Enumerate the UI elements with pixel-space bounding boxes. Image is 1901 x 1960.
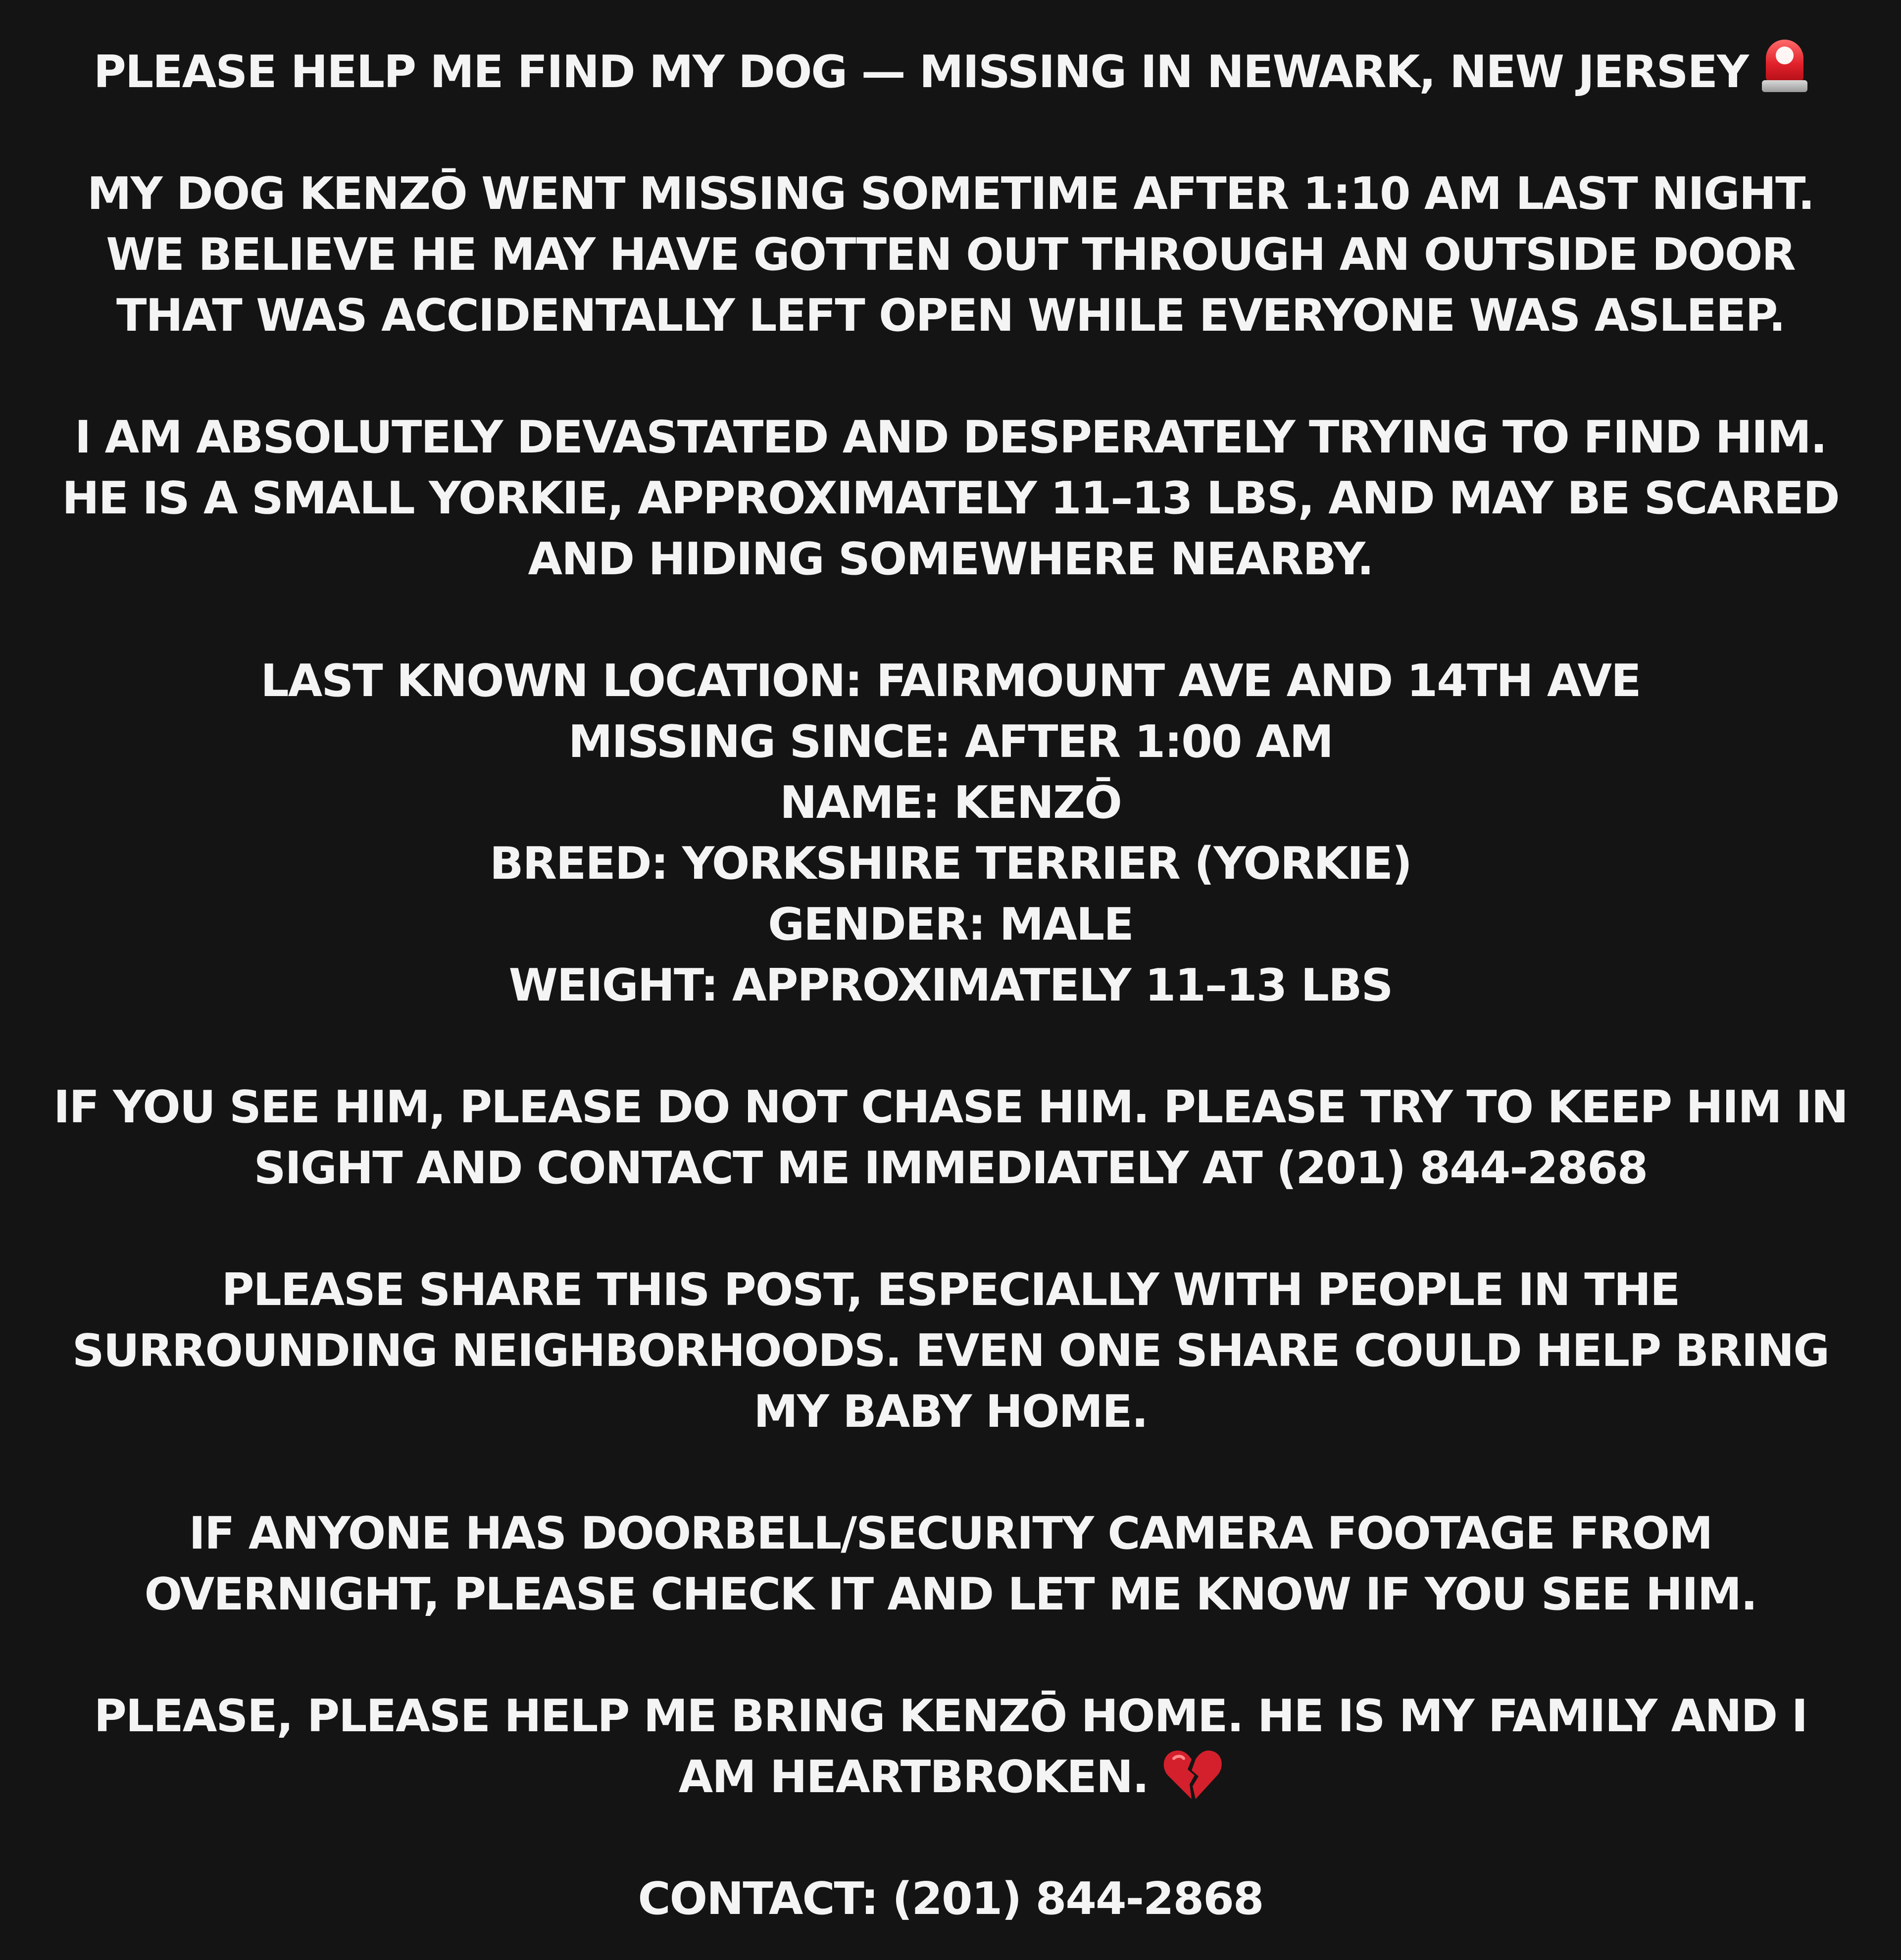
spacer: [0, 1016, 1901, 1077]
intro-paragraph: [0, 163, 1901, 346]
description-line: AND HIDING SOMEWHERE NEARBY.: [528, 533, 1373, 585]
contact-paragraph: [0, 1868, 1901, 1929]
title-text: PLEASE HELP ME FIND MY DOG — MISSING IN NEWARK, NEW JERSEY: [93, 46, 1749, 98]
share-line: PLEASE SHARE THIS POST, ESPECIALLY WITH PEOPLE IN THE: [221, 1264, 1680, 1316]
spacer: [0, 590, 1901, 651]
broken-heart-icon: [1163, 1748, 1222, 1802]
description-line: HE IS A SMALL YORKIE, APPROXIMATELY 11–13 LBS, AND MAY BE SCARED: [62, 472, 1839, 524]
spacer: [0, 1625, 1901, 1686]
detail-breed: BREED: YORKSHIRE TERRIER (YORKIE): [490, 838, 1411, 890]
contact-line: CONTACT: (201) 844-2868: [638, 1873, 1263, 1925]
share-line: SURROUNDING NEIGHBORHOODS. EVEN ONE SHARE COULD HELP BRING: [72, 1325, 1829, 1377]
spacer: [0, 102, 1901, 163]
post-title: [0, 36, 1901, 102]
footage-line: OVERNIGHT, PLEASE CHECK IT AND LET ME KNOW IF YOU SEE HIM.: [144, 1568, 1757, 1620]
title-line: [0, 36, 1901, 102]
detail-location: LAST KNOWN LOCATION: FAIRMOUNT AVE AND 14TH AVE: [260, 655, 1641, 707]
footage-line: IF ANYONE HAS DOORBELL/SECURITY CAMERA FOOTAGE FROM: [189, 1508, 1712, 1559]
spacer: [0, 1199, 1901, 1259]
plea-text: AM HEARTBROKEN.: [678, 1751, 1149, 1803]
plea-paragraph: [0, 1686, 1901, 1808]
description-line: I AM ABSOLUTELY DEVASTATED AND DESPERATELY TRYING TO FIND HIM.: [74, 411, 1827, 463]
spacer: [0, 346, 1901, 407]
intro-line: THAT WAS ACCIDENTALLY LEFT OPEN WHILE EVERYONE WAS ASLEEP.: [116, 290, 1785, 342]
spacer: [0, 1442, 1901, 1503]
footage-paragraph: [0, 1503, 1901, 1625]
share-line: MY BABY HOME.: [753, 1386, 1148, 1438]
spacer: [0, 1808, 1901, 1868]
instructions-paragraph: [0, 1077, 1901, 1199]
details-block: [0, 651, 1901, 1016]
detail-name: NAME: KENZŌ: [780, 777, 1121, 829]
description-paragraph: [0, 407, 1901, 590]
rotating-light-icon: [1762, 36, 1807, 94]
detail-missing-since: MISSING SINCE: AFTER 1:00 AM: [568, 716, 1333, 768]
plea-line: PLEASE, PLEASE HELP ME BRING KENZŌ HOME. HE IS MY FAMILY AND I: [94, 1690, 1807, 1742]
intro-line: MY DOG KENZŌ WENT MISSING SOMETIME AFTER 1:10 AM LAST NIGHT.: [87, 168, 1814, 220]
detail-gender: GENDER: MALE: [768, 899, 1133, 951]
intro-line: WE BELIEVE HE MAY HAVE GOTTEN OUT THROUGH AN OUTSIDE DOOR: [106, 229, 1795, 281]
plea-line: [0, 1747, 1901, 1808]
instructions-line: SIGHT AND CONTACT ME IMMEDIATELY AT (201) 844-2868: [253, 1142, 1648, 1194]
detail-weight: WEIGHT: APPROXIMATELY 11–13 LBS: [508, 959, 1393, 1011]
instructions-line: IF YOU SEE HIM, PLEASE DO NOT CHASE HIM. PLEASE TRY TO KEEP HIM IN: [53, 1081, 1848, 1133]
share-paragraph: [0, 1259, 1901, 1442]
